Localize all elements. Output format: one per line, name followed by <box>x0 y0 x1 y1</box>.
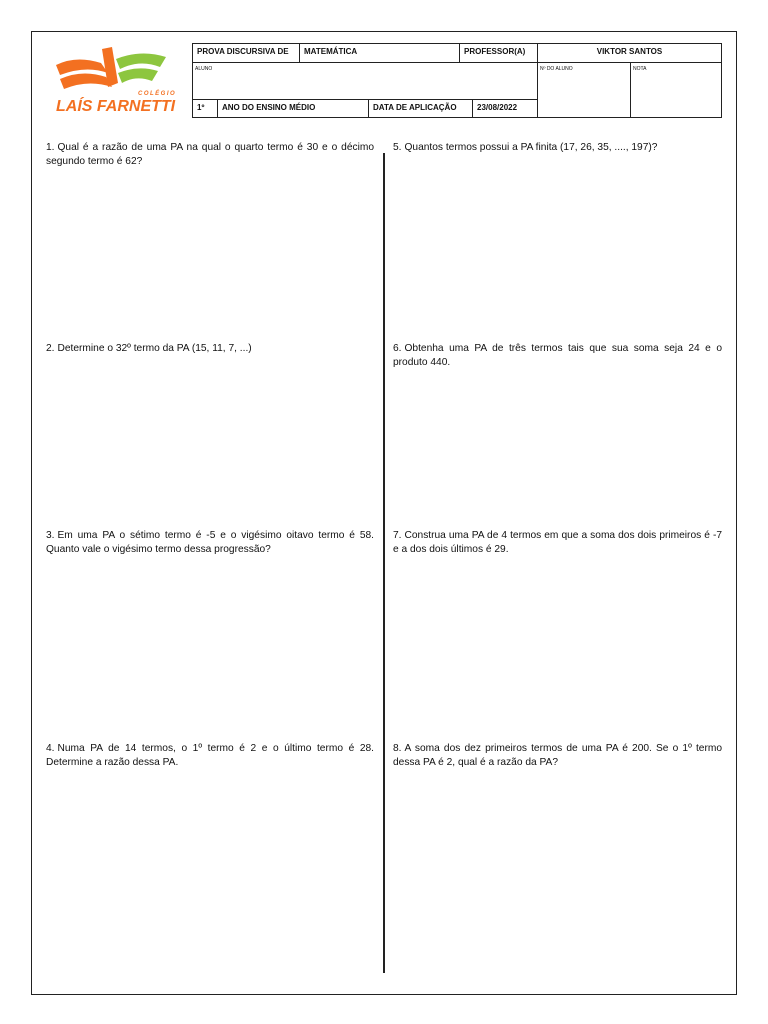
question-number: 5. <box>393 142 402 153</box>
teacher-label: PROFESSOR(A) <box>459 43 538 63</box>
question-text: Em uma PA o sétimo termo é -5 e o vigésimo oitavo termo é 58. Quanto vale o vigésimo termo dessa progressão? <box>46 530 374 555</box>
logo-graphic-icon <box>46 43 190 117</box>
question-number: 7. <box>393 530 402 541</box>
question-text: Qual é a razão de uma PA na qual o quarto termo é 30 e o décimo segundo termo é 62? <box>46 142 374 167</box>
question-5 <box>393 141 722 155</box>
school-logo <box>46 43 190 117</box>
question-6 <box>393 342 722 370</box>
question-3 <box>46 529 374 557</box>
svg-text:LAÍS FARNETTI: LAÍS FARNETTI <box>56 98 176 115</box>
question-number: 3. <box>46 530 55 541</box>
question-1 <box>46 141 374 169</box>
question-text: A soma dos dez primeiros termos de uma PA é 200. Se o 1º termo dessa PA é 2, qual é a razão da PA? <box>393 743 722 768</box>
header-table <box>192 43 722 118</box>
question-7 <box>393 529 722 557</box>
question-text: Determine o 32º termo da PA (15, 11, 7, ...) <box>57 343 252 354</box>
column-divider <box>383 153 385 973</box>
grade-field[interactable]: NOTA <box>630 62 722 118</box>
teacher-name: VIKTOR SANTOS <box>537 43 722 63</box>
question-text: Construa uma PA de 4 termos em que a soma dos dois primeiros é -7 e a dos dois últimos é 29. <box>393 530 722 555</box>
question-8 <box>393 742 722 770</box>
date-label: DATA DE APLICAÇÃO <box>368 99 473 118</box>
date-field: 23/08/2022 <box>472 99 538 118</box>
question-number: 6. <box>393 343 402 354</box>
subject-field: MATEMÁTICA <box>299 43 460 63</box>
question-4 <box>46 742 374 770</box>
question-2 <box>46 342 374 356</box>
student-name-field[interactable]: ALUNO <box>192 62 538 100</box>
exam-type-label: PROVA DISCURSIVA DE <box>192 43 300 63</box>
question-text: Obtenha uma PA de três termos tais que sua soma seja 24 e o produto 440. <box>393 343 722 368</box>
question-text: Numa PA de 14 termos, o 1º termo é 2 e o último termo é 28. Determine a razão dessa PA. <box>46 743 374 768</box>
student-number-field[interactable]: Nº DO ALUNO <box>537 62 631 118</box>
question-text: Quantos termos possui a PA finita (17, 26, 35, ...., 197)? <box>404 142 658 153</box>
level-field: ANO DO ENSINO MÉDIO <box>217 99 369 118</box>
question-number: 2. <box>46 343 55 354</box>
question-number: 4. <box>46 743 55 754</box>
question-number: 1. <box>46 142 55 153</box>
svg-text:COLÉGIO: COLÉGIO <box>138 91 177 97</box>
question-number: 8. <box>393 743 402 754</box>
year-field: 1º <box>192 99 218 118</box>
